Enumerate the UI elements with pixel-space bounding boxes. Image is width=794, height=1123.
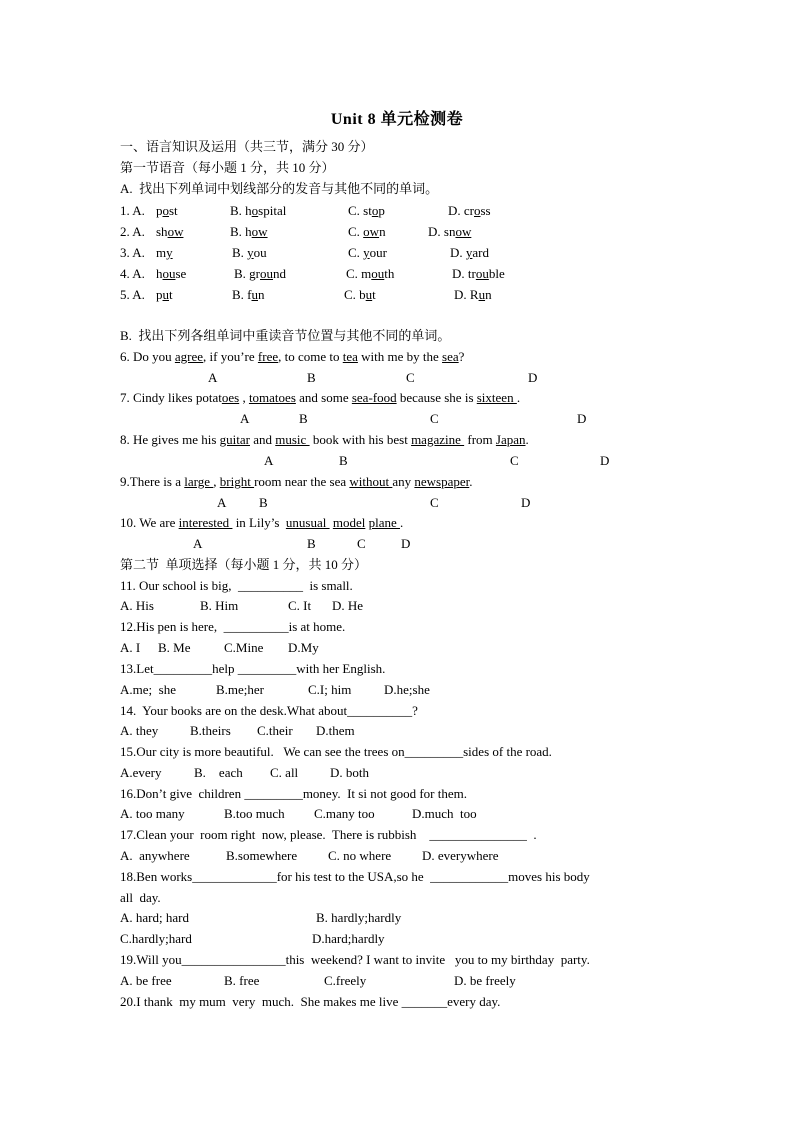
mc-options	[120, 597, 720, 615]
page-title: Unit 8 单元检测卷	[330, 111, 464, 128]
option-b: B. Him	[200, 598, 239, 613]
option-b: B. fun	[232, 287, 265, 302]
option-b: B. each	[194, 765, 243, 780]
option-d: D. be freely	[454, 973, 516, 988]
stress-question: 8. He gives me his guitar and music book with his best magazine from Japan.	[120, 432, 529, 447]
option-b: B. how	[230, 224, 268, 239]
option-a: A. they	[120, 723, 159, 738]
mc-options	[120, 681, 720, 699]
mc-question: 14. Your books are on the desk.What about__________?	[120, 703, 418, 718]
option-a: A. His	[120, 598, 154, 613]
option-b: B. Me	[158, 640, 191, 655]
question-number: 1. A.	[120, 203, 149, 218]
option-label-a: A	[240, 411, 250, 426]
option-b: B.me;her	[216, 682, 265, 697]
option-label-b: B	[307, 370, 316, 385]
option-label-c: C	[430, 411, 439, 426]
mc-question-continued: all day.	[120, 890, 161, 905]
mc-question: 16.Don’t give children _________money. It si not good for them.	[120, 786, 467, 801]
question-number: 3. A.	[120, 245, 149, 260]
mc-options	[120, 764, 720, 782]
mc-question: 19.Will you________________this weekend? I want to invite you to my birthday party.	[120, 952, 590, 967]
option-label-c: C	[406, 370, 415, 385]
option-c: C. no where	[328, 848, 392, 863]
option-label-b: B	[299, 411, 308, 426]
option-b: B.theirs	[190, 723, 231, 738]
option-a: put	[156, 287, 173, 302]
stress-question: 7. Cindy likes potatoes , tomatoes and some sea-food because she is sixteen .	[120, 390, 521, 405]
option-a: A.me; she	[120, 682, 176, 697]
option-d: D. Run	[454, 287, 492, 302]
option-c: C. your	[348, 245, 388, 260]
option-d: D. both	[330, 765, 369, 780]
section2-header: 第二节 单项选择（每小题 1 分，共 10 分）	[120, 557, 368, 572]
option-label-a: A	[264, 453, 274, 468]
stress-question: 9.There is a large , bright room near the sea without any newspaper.	[120, 474, 473, 489]
mc-question: 15.Our city is more beautiful. We can see the trees on_________sides of the road.	[120, 744, 552, 759]
option-d: D. cross	[448, 203, 491, 218]
option-d: D.he;she	[384, 682, 430, 697]
option-a: A. hard; hard	[120, 910, 189, 925]
option-a: A. too many	[120, 806, 185, 821]
option-b: B. you	[232, 245, 267, 260]
option-label-a: A	[217, 495, 227, 510]
option-label-a: A	[193, 536, 203, 551]
mc-options	[120, 722, 720, 740]
option-label-b: B	[259, 495, 268, 510]
phonetics-row	[120, 265, 720, 283]
section1-header: 第一节语音（每小题 1 分，共 10 分）	[120, 160, 335, 175]
option-a: A. anywhere	[120, 848, 190, 863]
part1-header: 一、语言知识及运用（共三节，满分 30 分）	[120, 139, 374, 154]
option-label-c: C	[357, 536, 366, 551]
option-label-c: C	[510, 453, 519, 468]
option-c: C. It	[288, 598, 312, 613]
option-a: post	[156, 203, 178, 218]
option-label-a: A	[208, 370, 218, 385]
mc-question: 13.Let_________help _________with her English.	[120, 661, 386, 676]
option-a: show	[156, 224, 184, 239]
option-label-b: B	[307, 536, 316, 551]
stress-question: 6. Do you agree, if you’re free, to come to tea with me by the sea?	[120, 349, 465, 364]
option-label-d: D	[521, 495, 531, 510]
question-number: 5. A.	[120, 287, 149, 302]
mc-question: 11. Our school is big, __________ is small.	[120, 578, 353, 593]
phonetics-row	[120, 223, 720, 241]
option-c: C. all	[270, 765, 299, 780]
phonetics-row	[120, 244, 720, 262]
option-c: C.their	[257, 723, 293, 738]
option-c: C. own	[348, 224, 386, 239]
option-a: A. I	[120, 640, 141, 655]
option-b: B. free	[224, 973, 260, 988]
option-c: C.hardly;hard	[120, 931, 192, 946]
option-c: C.many too	[314, 806, 375, 821]
mc-question: 18.Ben works_____________for his test to the USA,so he ____________moves his body	[120, 869, 590, 884]
option-b: B. hospital	[230, 203, 287, 218]
option-b: B.too much	[224, 806, 285, 821]
option-label-d: D	[577, 411, 587, 426]
mc-question: 12.His pen is here, __________is at home.	[120, 619, 346, 634]
option-d: D. trouble	[452, 266, 505, 281]
option-d: D.hard;hardly	[312, 931, 385, 946]
mc-options	[120, 639, 720, 657]
option-a: my	[156, 245, 173, 260]
mc-options	[120, 909, 720, 949]
option-a: A. be free	[120, 973, 172, 988]
option-a: A.every	[120, 765, 162, 780]
mc-options	[120, 847, 720, 865]
stress-question: 10. We are interested in Lily’s unusual model plane .	[120, 515, 404, 530]
option-b: B. ground	[234, 266, 286, 281]
option-label-d: D	[528, 370, 538, 385]
option-d: D.them	[316, 723, 355, 738]
option-c: C.freely	[324, 973, 367, 988]
option-label-d: D	[600, 453, 610, 468]
option-a: house	[156, 266, 187, 281]
option-d: D.My	[288, 640, 319, 655]
option-d: D. everywhere	[422, 848, 499, 863]
mc-question: 20.I thank my mum very much. She makes me live _______every day.	[120, 994, 501, 1009]
option-c: C. mouth	[346, 266, 395, 281]
option-d: D.much too	[412, 806, 477, 821]
mc-options	[120, 805, 720, 823]
option-c: C.I; him	[308, 682, 352, 697]
section1b-instruction: B. 找出下列各组单词中重读音节位置与其他不同的单词。	[120, 328, 451, 343]
phonetics-row	[120, 286, 720, 304]
question-number: 2. A.	[120, 224, 149, 239]
option-label-b: B	[339, 453, 348, 468]
mc-question: 17.Clean your room right now, please. There is rubbish _______________ .	[120, 827, 537, 842]
option-d: D. yard	[450, 245, 489, 260]
option-c: C. stop	[348, 203, 385, 218]
phonetics-row	[120, 202, 720, 220]
option-d: D. He	[332, 598, 364, 613]
option-c: C.Mine	[224, 640, 264, 655]
option-label-d: D	[401, 536, 411, 551]
section1a-instruction: A. 找出下列单词中划线部分的发音与其他不同的单词。	[120, 181, 439, 196]
option-d: D. snow	[428, 224, 472, 239]
option-c: C. but	[344, 287, 376, 302]
question-number: 4. A.	[120, 266, 149, 281]
mc-options	[120, 972, 720, 990]
option-b: B. hardly;hardly	[316, 910, 402, 925]
option-label-c: C	[430, 495, 439, 510]
option-b: B.somewhere	[226, 848, 298, 863]
